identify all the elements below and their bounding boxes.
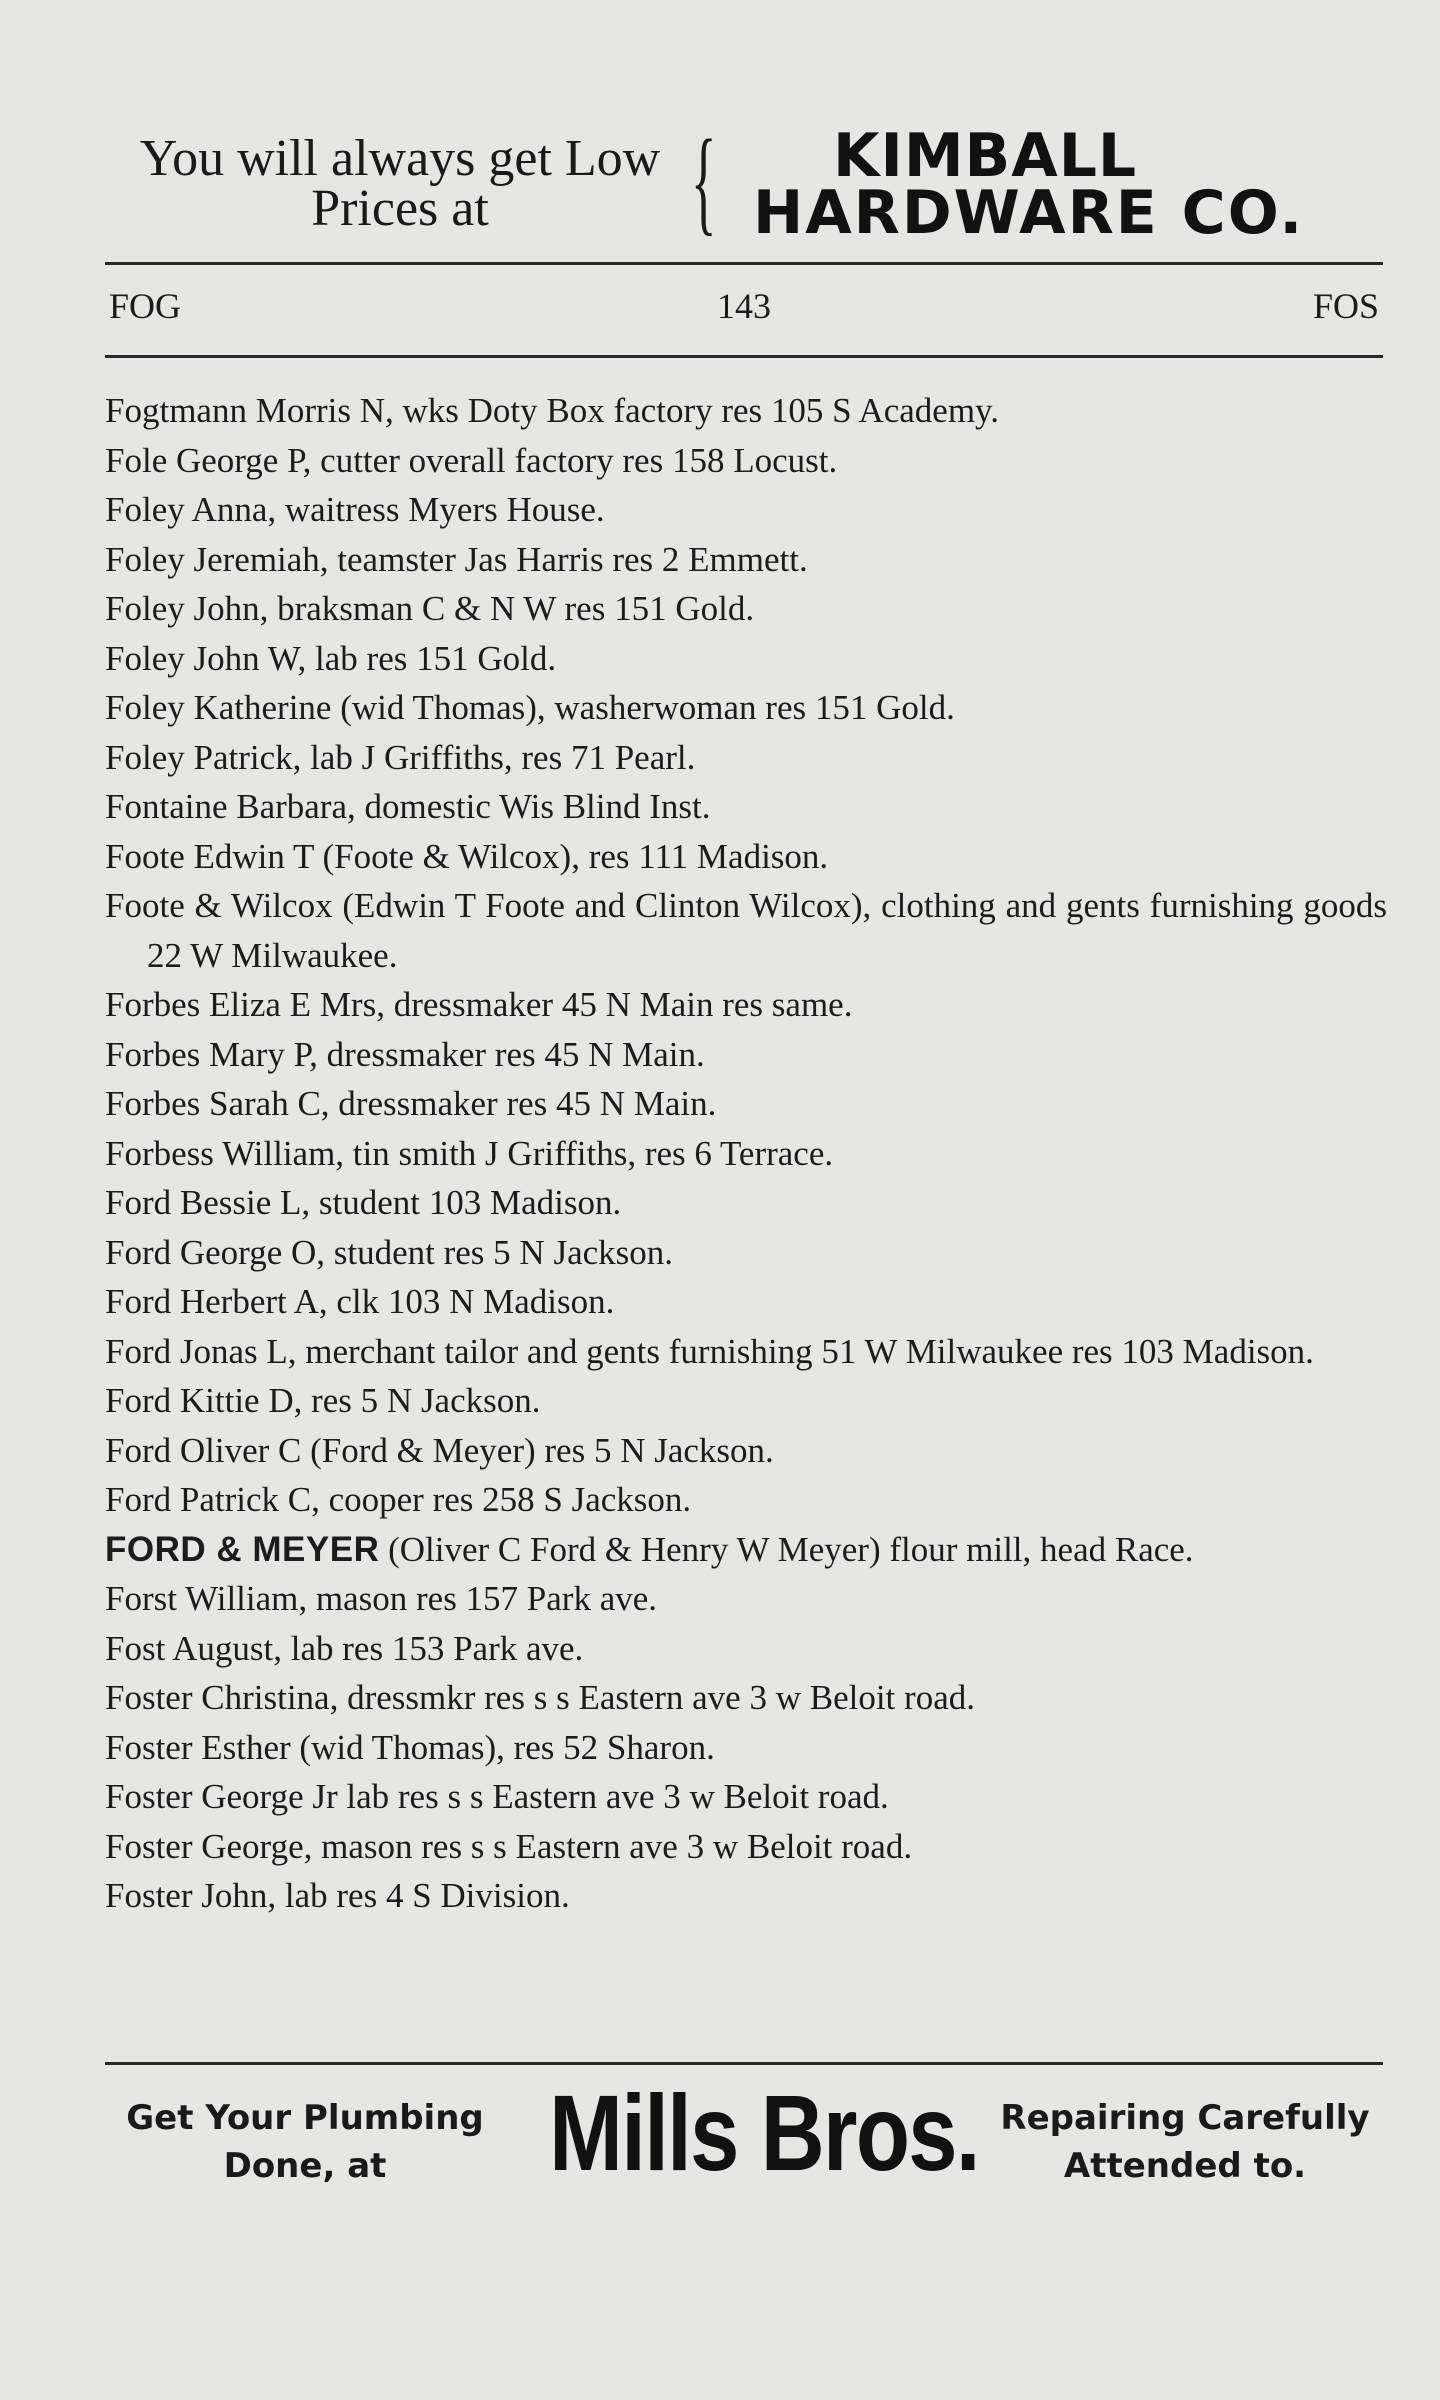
directory-entry	[105, 1228, 1387, 1278]
entry-text: Ford Bessie L, student 103 Madison.	[105, 1183, 622, 1222]
directory-entry	[105, 1426, 1387, 1476]
page-number: 143	[717, 286, 771, 326]
directory-entry	[105, 485, 1387, 535]
running-head	[105, 285, 1383, 335]
entry-text: Foley Anna, waitress Myers House.	[105, 490, 605, 529]
directory-entry	[105, 683, 1387, 733]
entry-text: Foster George, mason res s s Eastern ave 3 w Beloit road.	[105, 1826, 913, 1866]
entry-bold-name: FORD & MEYER	[105, 1529, 380, 1569]
bottom-advertisement	[100, 2072, 1390, 2210]
directory-entry	[105, 1277, 1387, 1327]
entry-text: Ford George O, student res 5 N Jackson.	[105, 1232, 674, 1272]
directory-entry	[105, 1030, 1387, 1080]
entry-text: Ford Oliver C (Ford & Meyer) res 5 N Jackson.	[105, 1430, 774, 1470]
directory-entry	[105, 832, 1387, 882]
ad-slogan-line: You will always get Low	[139, 130, 661, 187]
entry-text: Forbes Mary P, dressmaker res 45 N Main.	[105, 1034, 705, 1074]
directory-entry	[105, 1574, 1387, 1624]
ad-company-line: HARDWARE CO.	[753, 178, 1305, 248]
ad-right-line: Repairing Carefully	[1000, 2098, 1370, 2138]
ad-left-line: Done, at	[223, 2146, 387, 2186]
ad-brand-name: Mills Bros.	[549, 2072, 979, 2193]
entry-text: Ford Herbert A, clk 103 N Madison.	[105, 1282, 615, 1321]
brace-glyph: {	[691, 115, 717, 246]
entry-text: Forst William, mason res 157 Park ave.	[105, 1579, 658, 1618]
entry-text: Foster John, lab res 4 S Division.	[105, 1876, 570, 1915]
directory-entry	[105, 535, 1387, 585]
ad-right-line: Attended to.	[1063, 2146, 1307, 2186]
directory-entry	[105, 881, 1387, 980]
directory-entry	[105, 1772, 1387, 1822]
directory-entry	[105, 1871, 1387, 1921]
entry-text: Foster George Jr lab res s s Eastern ave 3 w Beloit road.	[105, 1777, 889, 1816]
ad-slogan	[105, 130, 695, 237]
divider	[105, 262, 1383, 265]
directory-entry	[105, 1129, 1387, 1179]
entry-text: Foote & Wilcox (Edwin T Foote and Clinton Wilcox), clothing and gents furnishing goods 22 W Milwaukee.	[105, 886, 1387, 975]
directory-entry	[105, 1475, 1387, 1525]
entry-text: Foster Christina, dressmkr res s s Eastern ave 3 w Beloit road.	[105, 1678, 975, 1717]
entry-text: Ford Jonas L, merchant tailor and gents furnishing 51 W Milwaukee res 103 Madison.	[105, 1331, 1314, 1371]
entry-text: Foley John, braksman C & N W res 151 Gold.	[105, 589, 755, 628]
directory-entry	[105, 733, 1387, 783]
entry-text: Fost August, lab res 153 Park ave.	[105, 1628, 584, 1668]
directory-entry	[105, 1327, 1387, 1377]
entry-text: Ford Kittie D, res 5 N Jackson.	[105, 1381, 541, 1420]
divider	[105, 2062, 1383, 2065]
entry-text: Foster Esther (wid Thomas), res 52 Sharon.	[105, 1727, 715, 1767]
entry-text: Foley Jeremiah, teamster Jas Harris res 2 Emmett.	[105, 539, 808, 579]
directory-entry	[105, 1673, 1387, 1723]
running-head-left: FOG	[109, 286, 182, 326]
directory-entry	[105, 436, 1387, 486]
entry-text: Foley John W, lab res 151 Gold.	[105, 638, 557, 678]
ad-left-line: Get Your Plumbing	[126, 2098, 484, 2138]
directory-entry	[105, 634, 1387, 684]
entry-text: Fontaine Barbara, domestic Wis Blind Inst.	[105, 787, 711, 826]
entry-text: Forbes Sarah C, dressmaker res 45 N Main.	[105, 1084, 717, 1123]
directory-entry	[105, 1723, 1387, 1773]
ad-company-name	[753, 121, 1393, 248]
ad-company-line: KIMBALL	[833, 121, 1138, 191]
entry-text: Fogtmann Morris N, wks Doty Box factory res 105 S Academy.	[105, 391, 1000, 430]
divider	[105, 355, 1383, 358]
directory-entry	[105, 1525, 1387, 1575]
entry-text: Foley Katherine (wid Thomas), washerwoman res 151 Gold.	[105, 688, 955, 727]
top-advertisement	[105, 115, 1387, 258]
entry-text: Forbes Eliza E Mrs, dressmaker 45 N Main res same.	[105, 985, 853, 1024]
directory-entry	[105, 1079, 1387, 1129]
entry-text: Ford Patrick C, cooper res 258 S Jackson.	[105, 1480, 692, 1519]
directory-entry	[105, 386, 1387, 436]
entry-text: Foley Patrick, lab J Griffiths, res 71 Pearl.	[105, 737, 696, 777]
directory-entries	[105, 386, 1387, 1921]
entry-text: Foote Edwin T (Foote & Wilcox), res 111 Madison.	[105, 836, 829, 876]
ad-left-text	[100, 2094, 510, 2190]
entry-text: Fole George P, cutter overall factory res 158 Locust.	[105, 440, 838, 480]
running-head-right: FOS	[1312, 286, 1379, 326]
directory-entry	[105, 584, 1387, 634]
directory-entry	[105, 1178, 1387, 1228]
ad-slogan-line: Prices at	[311, 180, 489, 237]
entry-text: Forbess William, tin smith J Griffiths, res 6 Terrace.	[105, 1133, 834, 1173]
ad-right-text	[980, 2094, 1390, 2190]
directory-entry	[105, 1822, 1387, 1872]
directory-entry	[105, 782, 1387, 832]
directory-entry	[105, 1376, 1387, 1426]
directory-entry	[105, 980, 1387, 1030]
directory-entry	[105, 1624, 1387, 1674]
entry-text: (Oliver C Ford & Henry W Meyer) flour mill, head Race.	[379, 1529, 1194, 1569]
